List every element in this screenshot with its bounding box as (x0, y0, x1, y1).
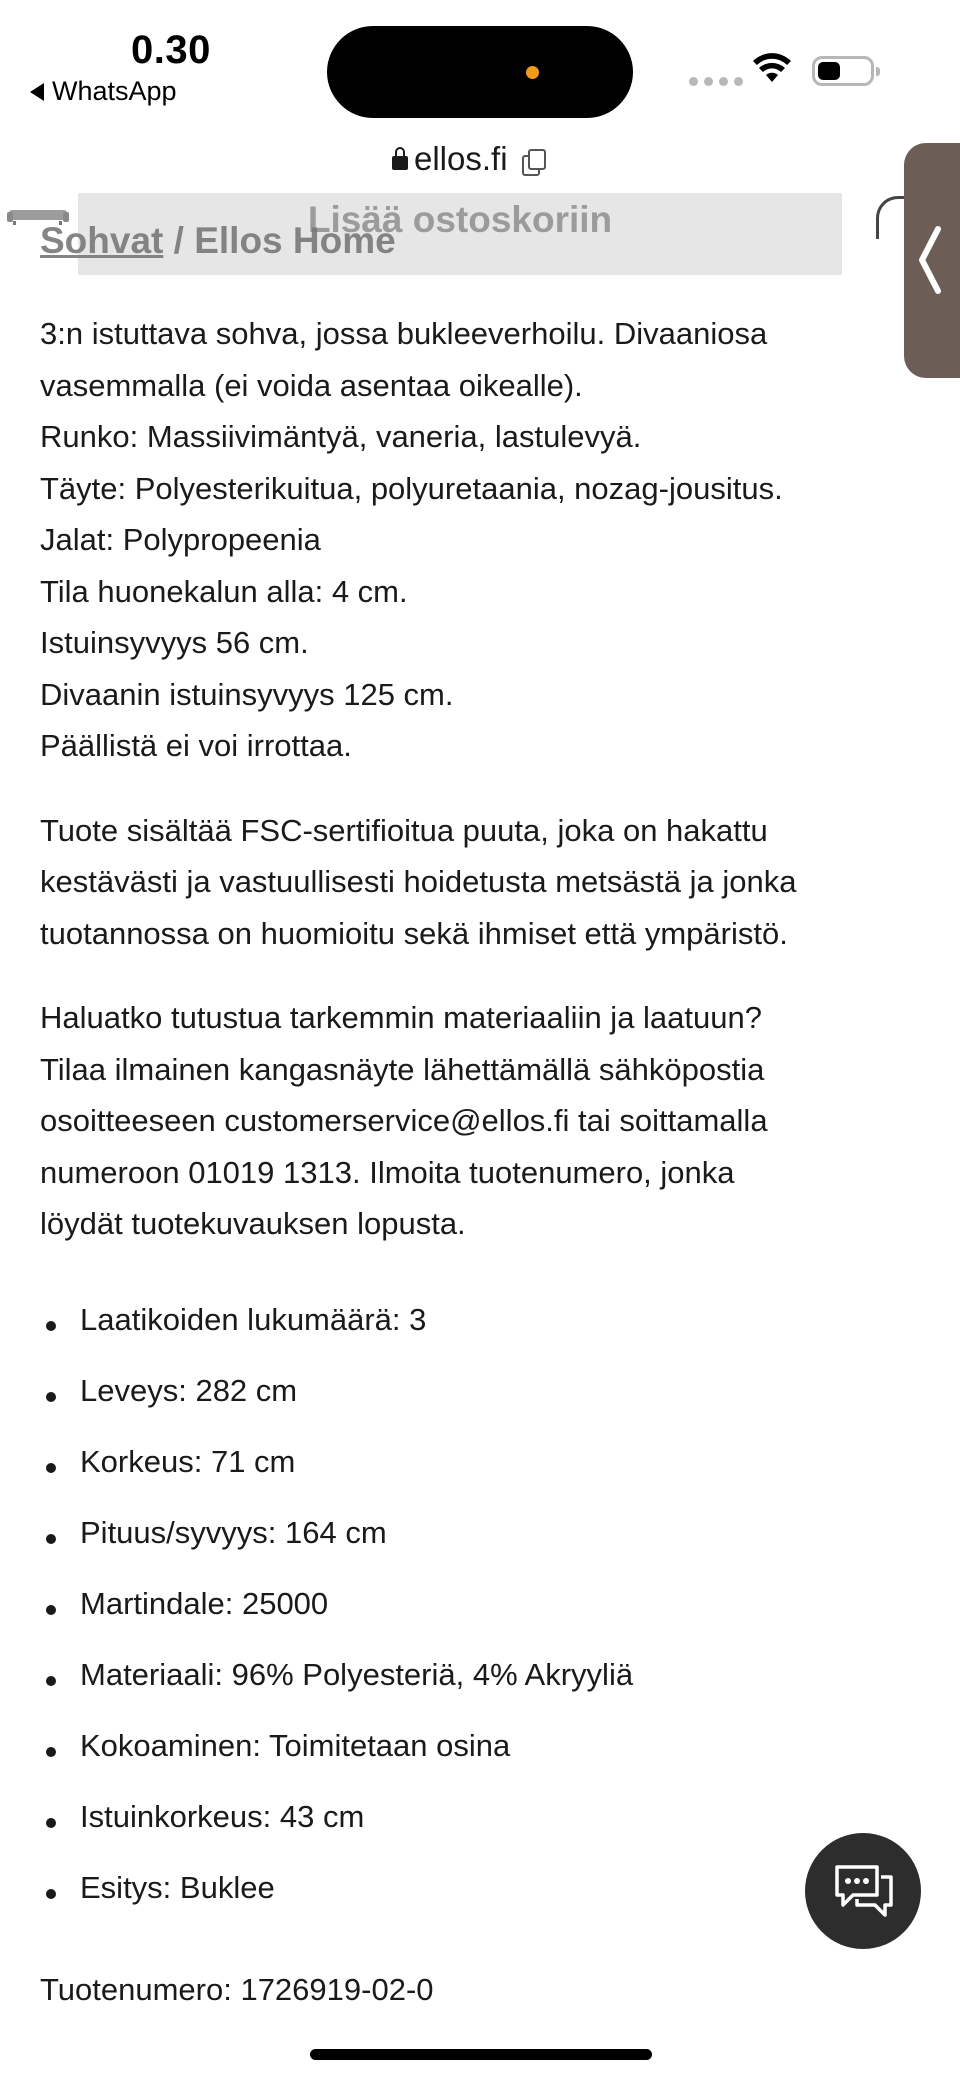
bullet-icon (46, 1321, 56, 1331)
chat-bubbles-icon (833, 1863, 895, 1919)
cellular-signal-icon (689, 77, 743, 86)
spec-item: Martindale: 25000 (40, 1586, 633, 1657)
bullet-icon (46, 1818, 56, 1828)
bullet-icon (46, 1463, 56, 1473)
spec-item: Materiaali: 96% Polyesteriä, 4% Akryyliä (40, 1657, 633, 1728)
product-number: Tuotenumero: 1726919-02-0 (40, 1972, 434, 2007)
chevron-left-icon (914, 225, 944, 295)
description-fsc: Tuote sisältää FSC-sertifioitua puuta, joka on hakattu kestävästi ja vastuullisesti hoidetusta metsästä ja jonka tuotannossa on huomioitu sekä ihmiset että ympäristö. (40, 812, 797, 951)
spec-item: Laatikoiden lukumäärä: 3 (40, 1302, 633, 1373)
spec-item: Leveys: 282 cm (40, 1373, 633, 1444)
bullet-icon (46, 1676, 56, 1686)
description-details: 3:n istuttava sohva, jossa bukleeverhoilu. Divaaniosa vasemmalla (ei voida asentaa oikealle). Runko: Massiivimäntyä, vaneria, lastulevyä. Täyte: Polyesterikuitua, polyuretaania, nozag-jousitus. Jalat: Polypropeenia Tila huonekalun alla: 4 cm. Istuinsyvyys 56 cm. Divaanin istuinsyvyys 125 cm. Päällistä ei voi irrottaa. (40, 316, 783, 763)
product-description (40, 308, 940, 1283)
add-to-cart-button[interactable]: Lisää ostoskoriin (78, 193, 842, 275)
bullet-icon (46, 1605, 56, 1615)
bullet-icon (46, 1392, 56, 1402)
spec-item: Kokoaminen: Toimitetaan osina (40, 1728, 633, 1799)
back-to-app-button[interactable] (30, 76, 177, 107)
bullet-icon (46, 1889, 56, 1899)
url-domain: ellos.fi (414, 140, 508, 177)
spec-item: Korkeus: 71 cm (40, 1444, 633, 1515)
description-fabric-sample: Haluatko tutustua tarkemmin materiaaliin ja laatuun? Tilaa ilmainen kangasnäyte lähettämällä sähköpostia osoitteeseen customerservice@ellos.fi tai soittamalla numeroon 01019 1313. Ilmoita tuotenumero, jonka löydät tuotekuvauksen lopusta. (40, 1000, 768, 1241)
spec-item: Esitys: Buklee (40, 1870, 633, 1941)
breadcrumb (40, 220, 396, 262)
chat-button[interactable] (805, 1833, 921, 1949)
dynamic-island (327, 26, 633, 118)
spec-item: Pituus/syvyys: 164 cm (40, 1515, 633, 1586)
address-bar[interactable] (392, 140, 544, 178)
status-time: 0.30 (131, 28, 211, 72)
bullet-icon (46, 1534, 56, 1544)
breadcrumb-brand: Ellos Home (194, 220, 396, 261)
breadcrumb-link-sohvat[interactable]: Sohvat (40, 220, 164, 261)
breadcrumb-separator: / (163, 220, 195, 261)
back-triangle-icon (30, 83, 44, 101)
copy-icon[interactable] (522, 149, 544, 173)
back-app-label: WhatsApp (52, 76, 177, 106)
spec-item: Istuinkorkeus: 43 cm (40, 1799, 633, 1870)
bullet-icon (46, 1747, 56, 1757)
recording-indicator-icon (526, 66, 539, 79)
spec-list (40, 1302, 633, 1941)
battery-icon (812, 56, 874, 86)
home-indicator[interactable] (310, 2049, 652, 2060)
lock-icon (392, 156, 408, 170)
wifi-icon (752, 52, 792, 84)
